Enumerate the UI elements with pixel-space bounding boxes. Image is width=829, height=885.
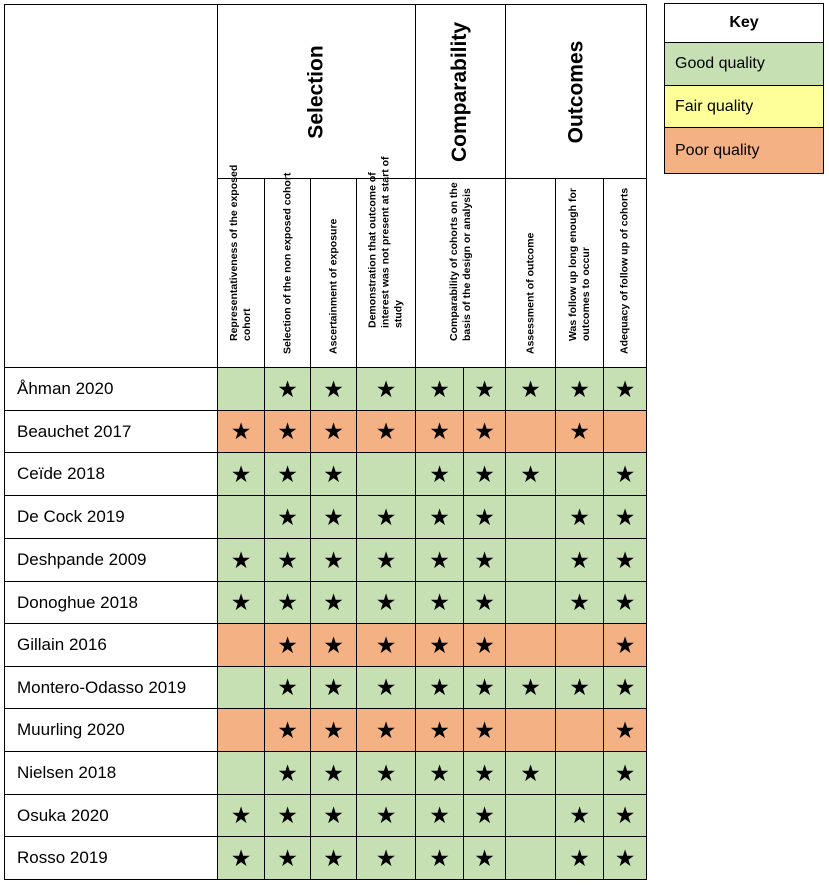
star-icon: ★ bbox=[375, 503, 397, 530]
rating-cell bbox=[505, 708, 556, 752]
star-icon: ★ bbox=[614, 716, 636, 743]
criterion-label: Demonstration that outcome of interest was not present at start of study bbox=[366, 156, 405, 328]
rating-cell bbox=[415, 495, 464, 539]
study-name: Nielsen 2018 bbox=[4, 751, 218, 795]
star-icon: ★ bbox=[375, 375, 397, 402]
study-name: Osuka 2020 bbox=[4, 794, 218, 837]
rating-cell bbox=[555, 708, 604, 752]
rating-cell bbox=[217, 708, 265, 752]
rating-cell bbox=[415, 410, 464, 453]
star-icon: ★ bbox=[614, 546, 636, 573]
rating-cell bbox=[217, 666, 265, 709]
rating-cell bbox=[264, 367, 311, 411]
star-icon: ★ bbox=[323, 589, 344, 615]
rating-cell bbox=[463, 794, 506, 837]
rating-cell bbox=[603, 581, 647, 624]
study-name: Donoghue 2018 bbox=[4, 581, 218, 624]
rating-cell bbox=[415, 836, 464, 880]
star-icon: ★ bbox=[323, 460, 344, 487]
criterion-header bbox=[555, 178, 604, 368]
rating-cell bbox=[264, 538, 311, 582]
star-icon: ★ bbox=[375, 546, 397, 573]
star-icon: ★ bbox=[429, 631, 450, 658]
rating-cell bbox=[264, 452, 311, 496]
rating-cell bbox=[555, 751, 604, 795]
rating-cell bbox=[415, 708, 464, 752]
rating-cell bbox=[603, 836, 647, 880]
study-name: Rosso 2019 bbox=[4, 836, 218, 880]
star-icon: ★ bbox=[474, 631, 495, 658]
star-icon: ★ bbox=[277, 844, 298, 871]
criterion-header bbox=[264, 172, 311, 368]
rating-cell bbox=[555, 495, 604, 539]
rating-cell bbox=[217, 410, 265, 453]
rating-cell bbox=[217, 581, 265, 624]
rating-cell bbox=[310, 708, 357, 752]
group-header-label: Comparability bbox=[448, 21, 472, 162]
rating-cell bbox=[415, 666, 464, 709]
rating-cell bbox=[356, 666, 416, 709]
rating-cell bbox=[463, 708, 506, 752]
rating-cell bbox=[415, 794, 464, 837]
rating-cell bbox=[264, 581, 311, 624]
star-icon: ★ bbox=[323, 631, 344, 658]
star-icon: ★ bbox=[614, 674, 636, 700]
star-icon: ★ bbox=[230, 418, 252, 444]
rating-cell bbox=[356, 794, 416, 837]
rating-cell bbox=[463, 410, 506, 453]
study-name: Deshpande 2009 bbox=[4, 538, 218, 582]
star-icon: ★ bbox=[323, 418, 344, 444]
star-icon: ★ bbox=[429, 844, 450, 871]
star-icon: ★ bbox=[474, 375, 495, 402]
rating-cell bbox=[603, 751, 647, 795]
outcomes-group-header bbox=[505, 4, 647, 179]
star-icon: ★ bbox=[474, 418, 495, 444]
star-icon: ★ bbox=[323, 674, 344, 700]
star-icon: ★ bbox=[277, 418, 298, 444]
rating-cell bbox=[356, 836, 416, 880]
rating-cell bbox=[264, 495, 311, 539]
criterion-label: Was follow up long enough for outcomes to occur bbox=[566, 187, 592, 341]
rating-cell bbox=[603, 623, 647, 667]
rating-cell bbox=[505, 666, 556, 709]
rating-cell bbox=[555, 794, 604, 837]
star-icon: ★ bbox=[520, 460, 541, 487]
star-icon: ★ bbox=[520, 674, 541, 700]
criterion-label: Assessment of outcome bbox=[524, 232, 536, 354]
rating-cell bbox=[505, 581, 556, 624]
criterion-header bbox=[310, 178, 357, 368]
rating-cell bbox=[603, 495, 647, 539]
rating-cell bbox=[555, 452, 604, 496]
star-icon: ★ bbox=[323, 375, 344, 402]
star-icon: ★ bbox=[614, 589, 636, 615]
star-icon: ★ bbox=[474, 460, 495, 487]
rating-cell bbox=[264, 666, 311, 709]
rating-cell bbox=[415, 581, 464, 624]
rating-cell bbox=[264, 708, 311, 752]
rating-cell bbox=[310, 623, 357, 667]
rating-cell bbox=[356, 538, 416, 582]
rating-cell bbox=[415, 751, 464, 795]
rating-cell bbox=[415, 452, 464, 496]
star-icon: ★ bbox=[614, 503, 636, 530]
star-icon: ★ bbox=[429, 674, 450, 700]
star-icon: ★ bbox=[375, 674, 397, 700]
rating-cell bbox=[356, 410, 416, 453]
rating-cell bbox=[310, 794, 357, 837]
rating-cell bbox=[356, 452, 416, 496]
star-icon: ★ bbox=[614, 460, 636, 487]
rating-cell bbox=[264, 836, 311, 880]
rating-cell bbox=[463, 581, 506, 624]
rating-cell bbox=[356, 367, 416, 411]
rating-cell bbox=[505, 452, 556, 496]
group-header-label: Outcomes bbox=[563, 40, 587, 143]
criterion-label: Representativeness of the exposed cohort bbox=[228, 164, 253, 341]
star-icon: ★ bbox=[474, 503, 495, 530]
star-icon: ★ bbox=[323, 503, 344, 530]
star-icon: ★ bbox=[569, 802, 590, 828]
rating-cell bbox=[555, 581, 604, 624]
rating-cell bbox=[310, 666, 357, 709]
star-icon: ★ bbox=[474, 589, 495, 615]
rating-cell bbox=[264, 410, 311, 453]
star-icon: ★ bbox=[230, 546, 252, 573]
star-icon: ★ bbox=[323, 759, 344, 786]
star-icon: ★ bbox=[277, 802, 298, 828]
rating-cell bbox=[310, 581, 357, 624]
rating-cell bbox=[505, 495, 556, 539]
rating-cell bbox=[555, 538, 604, 582]
rating-cell bbox=[463, 623, 506, 667]
criterion-header bbox=[603, 178, 647, 368]
star-icon: ★ bbox=[429, 503, 450, 530]
star-icon: ★ bbox=[277, 546, 298, 573]
criterion-header bbox=[505, 178, 556, 368]
star-icon: ★ bbox=[375, 418, 397, 444]
rating-cell bbox=[217, 452, 265, 496]
rating-cell bbox=[463, 666, 506, 709]
criterion-label: Adequacy of follow up of cohorts bbox=[618, 187, 631, 354]
star-icon: ★ bbox=[614, 759, 636, 786]
rating-cell bbox=[555, 623, 604, 667]
rating-cell bbox=[463, 836, 506, 880]
rating-cell bbox=[603, 452, 647, 496]
star-icon: ★ bbox=[375, 802, 397, 828]
rating-cell bbox=[310, 495, 357, 539]
star-icon: ★ bbox=[520, 759, 541, 786]
study-name: Muurling 2020 bbox=[4, 708, 218, 752]
star-icon: ★ bbox=[375, 589, 397, 615]
rating-cell bbox=[505, 794, 556, 837]
rating-cell bbox=[356, 751, 416, 795]
star-icon: ★ bbox=[569, 674, 590, 700]
rating-cell bbox=[603, 410, 647, 453]
key-title: Key bbox=[664, 3, 824, 43]
star-icon: ★ bbox=[375, 759, 397, 786]
rating-cell bbox=[356, 495, 416, 539]
star-icon: ★ bbox=[230, 844, 252, 871]
star-icon: ★ bbox=[429, 589, 450, 615]
rating-cell bbox=[603, 708, 647, 752]
rating-cell bbox=[356, 581, 416, 624]
study-name: Gillain 2016 bbox=[4, 623, 218, 667]
rating-cell bbox=[217, 495, 265, 539]
rating-cell bbox=[603, 666, 647, 709]
star-icon: ★ bbox=[474, 844, 495, 871]
rating-cell bbox=[310, 410, 357, 453]
rating-cell bbox=[555, 367, 604, 411]
star-icon: ★ bbox=[277, 716, 298, 743]
rating-cell bbox=[505, 367, 556, 411]
study-name: De Cock 2019 bbox=[4, 495, 218, 539]
rating-cell bbox=[555, 410, 604, 453]
criterion-header bbox=[217, 164, 265, 368]
star-icon: ★ bbox=[429, 716, 450, 743]
criterion-label: Ascertainment of exposure bbox=[327, 218, 339, 354]
rating-cell bbox=[463, 452, 506, 496]
star-icon: ★ bbox=[569, 589, 590, 615]
star-icon: ★ bbox=[474, 546, 495, 573]
star-icon: ★ bbox=[230, 589, 252, 615]
rating-cell bbox=[217, 623, 265, 667]
table-corner bbox=[4, 4, 218, 368]
rating-cell bbox=[505, 538, 556, 582]
criterion-header bbox=[356, 156, 416, 368]
rating-cell bbox=[264, 751, 311, 795]
rating-cell bbox=[505, 836, 556, 880]
star-icon: ★ bbox=[569, 418, 590, 444]
rating-cell bbox=[463, 538, 506, 582]
star-icon: ★ bbox=[474, 716, 495, 743]
rating-cell bbox=[264, 794, 311, 837]
star-icon: ★ bbox=[474, 759, 495, 786]
rating-cell bbox=[603, 794, 647, 837]
rating-cell bbox=[217, 794, 265, 837]
study-name: Åhman 2020 bbox=[4, 367, 218, 411]
star-icon: ★ bbox=[429, 460, 450, 487]
star-icon: ★ bbox=[474, 674, 495, 700]
rating-cell bbox=[310, 538, 357, 582]
key-fair-quality: Fair quality bbox=[664, 85, 824, 128]
rating-cell bbox=[217, 538, 265, 582]
star-icon: ★ bbox=[569, 844, 590, 871]
star-icon: ★ bbox=[614, 844, 636, 871]
star-icon: ★ bbox=[277, 631, 298, 658]
rating-cell bbox=[415, 367, 464, 411]
star-icon: ★ bbox=[230, 460, 252, 487]
rating-cell bbox=[505, 623, 556, 667]
rating-cell bbox=[555, 666, 604, 709]
rating-cell bbox=[310, 836, 357, 880]
star-icon: ★ bbox=[474, 802, 495, 828]
rating-cell bbox=[310, 367, 357, 411]
star-icon: ★ bbox=[277, 503, 298, 530]
key-good-quality: Good quality bbox=[664, 42, 824, 86]
rating-cell bbox=[356, 708, 416, 752]
star-icon: ★ bbox=[277, 759, 298, 786]
rating-cell bbox=[603, 538, 647, 582]
comparability-group-header bbox=[415, 4, 506, 179]
study-name: Ceïde 2018 bbox=[4, 452, 218, 496]
study-name: Montero-Odasso 2019 bbox=[4, 666, 218, 709]
star-icon: ★ bbox=[614, 631, 636, 658]
star-icon: ★ bbox=[520, 375, 541, 402]
rating-cell bbox=[463, 495, 506, 539]
star-icon: ★ bbox=[614, 802, 636, 828]
rating-cell bbox=[217, 836, 265, 880]
group-header-label: Selection bbox=[304, 44, 328, 139]
criterion-label: Comparability of cohorts on the basis of the design or analysis bbox=[447, 182, 473, 341]
star-icon: ★ bbox=[429, 546, 450, 573]
criterion-label: Selection of the non exposed cohort bbox=[281, 172, 293, 354]
rating-cell bbox=[415, 538, 464, 582]
rating-cell bbox=[356, 623, 416, 667]
star-icon: ★ bbox=[323, 716, 344, 743]
study-name: Beauchet 2017 bbox=[4, 410, 218, 453]
star-icon: ★ bbox=[429, 759, 450, 786]
star-icon: ★ bbox=[375, 844, 397, 871]
rating-cell bbox=[217, 751, 265, 795]
star-icon: ★ bbox=[429, 418, 450, 444]
star-icon: ★ bbox=[429, 802, 450, 828]
star-icon: ★ bbox=[277, 375, 298, 402]
star-icon: ★ bbox=[569, 503, 590, 530]
star-icon: ★ bbox=[375, 716, 397, 743]
rating-cell bbox=[555, 836, 604, 880]
rating-cell bbox=[310, 751, 357, 795]
star-icon: ★ bbox=[277, 589, 298, 615]
rating-cell bbox=[217, 367, 265, 411]
criterion-header bbox=[415, 178, 506, 368]
star-icon: ★ bbox=[569, 546, 590, 573]
rating-cell bbox=[415, 623, 464, 667]
star-icon: ★ bbox=[614, 375, 636, 402]
rating-cell bbox=[463, 367, 506, 411]
rating-cell bbox=[264, 623, 311, 667]
star-icon: ★ bbox=[323, 546, 344, 573]
rating-cell bbox=[463, 751, 506, 795]
rating-cell bbox=[603, 367, 647, 411]
star-icon: ★ bbox=[277, 460, 298, 487]
star-icon: ★ bbox=[277, 674, 298, 700]
rating-cell bbox=[505, 751, 556, 795]
star-icon: ★ bbox=[429, 375, 450, 402]
rating-cell bbox=[310, 452, 357, 496]
star-icon: ★ bbox=[323, 802, 344, 828]
star-icon: ★ bbox=[230, 802, 252, 828]
rating-cell bbox=[505, 410, 556, 453]
star-icon: ★ bbox=[323, 844, 344, 871]
key-poor-quality: Poor quality bbox=[664, 127, 824, 174]
star-icon: ★ bbox=[375, 631, 397, 658]
star-icon: ★ bbox=[569, 375, 590, 402]
